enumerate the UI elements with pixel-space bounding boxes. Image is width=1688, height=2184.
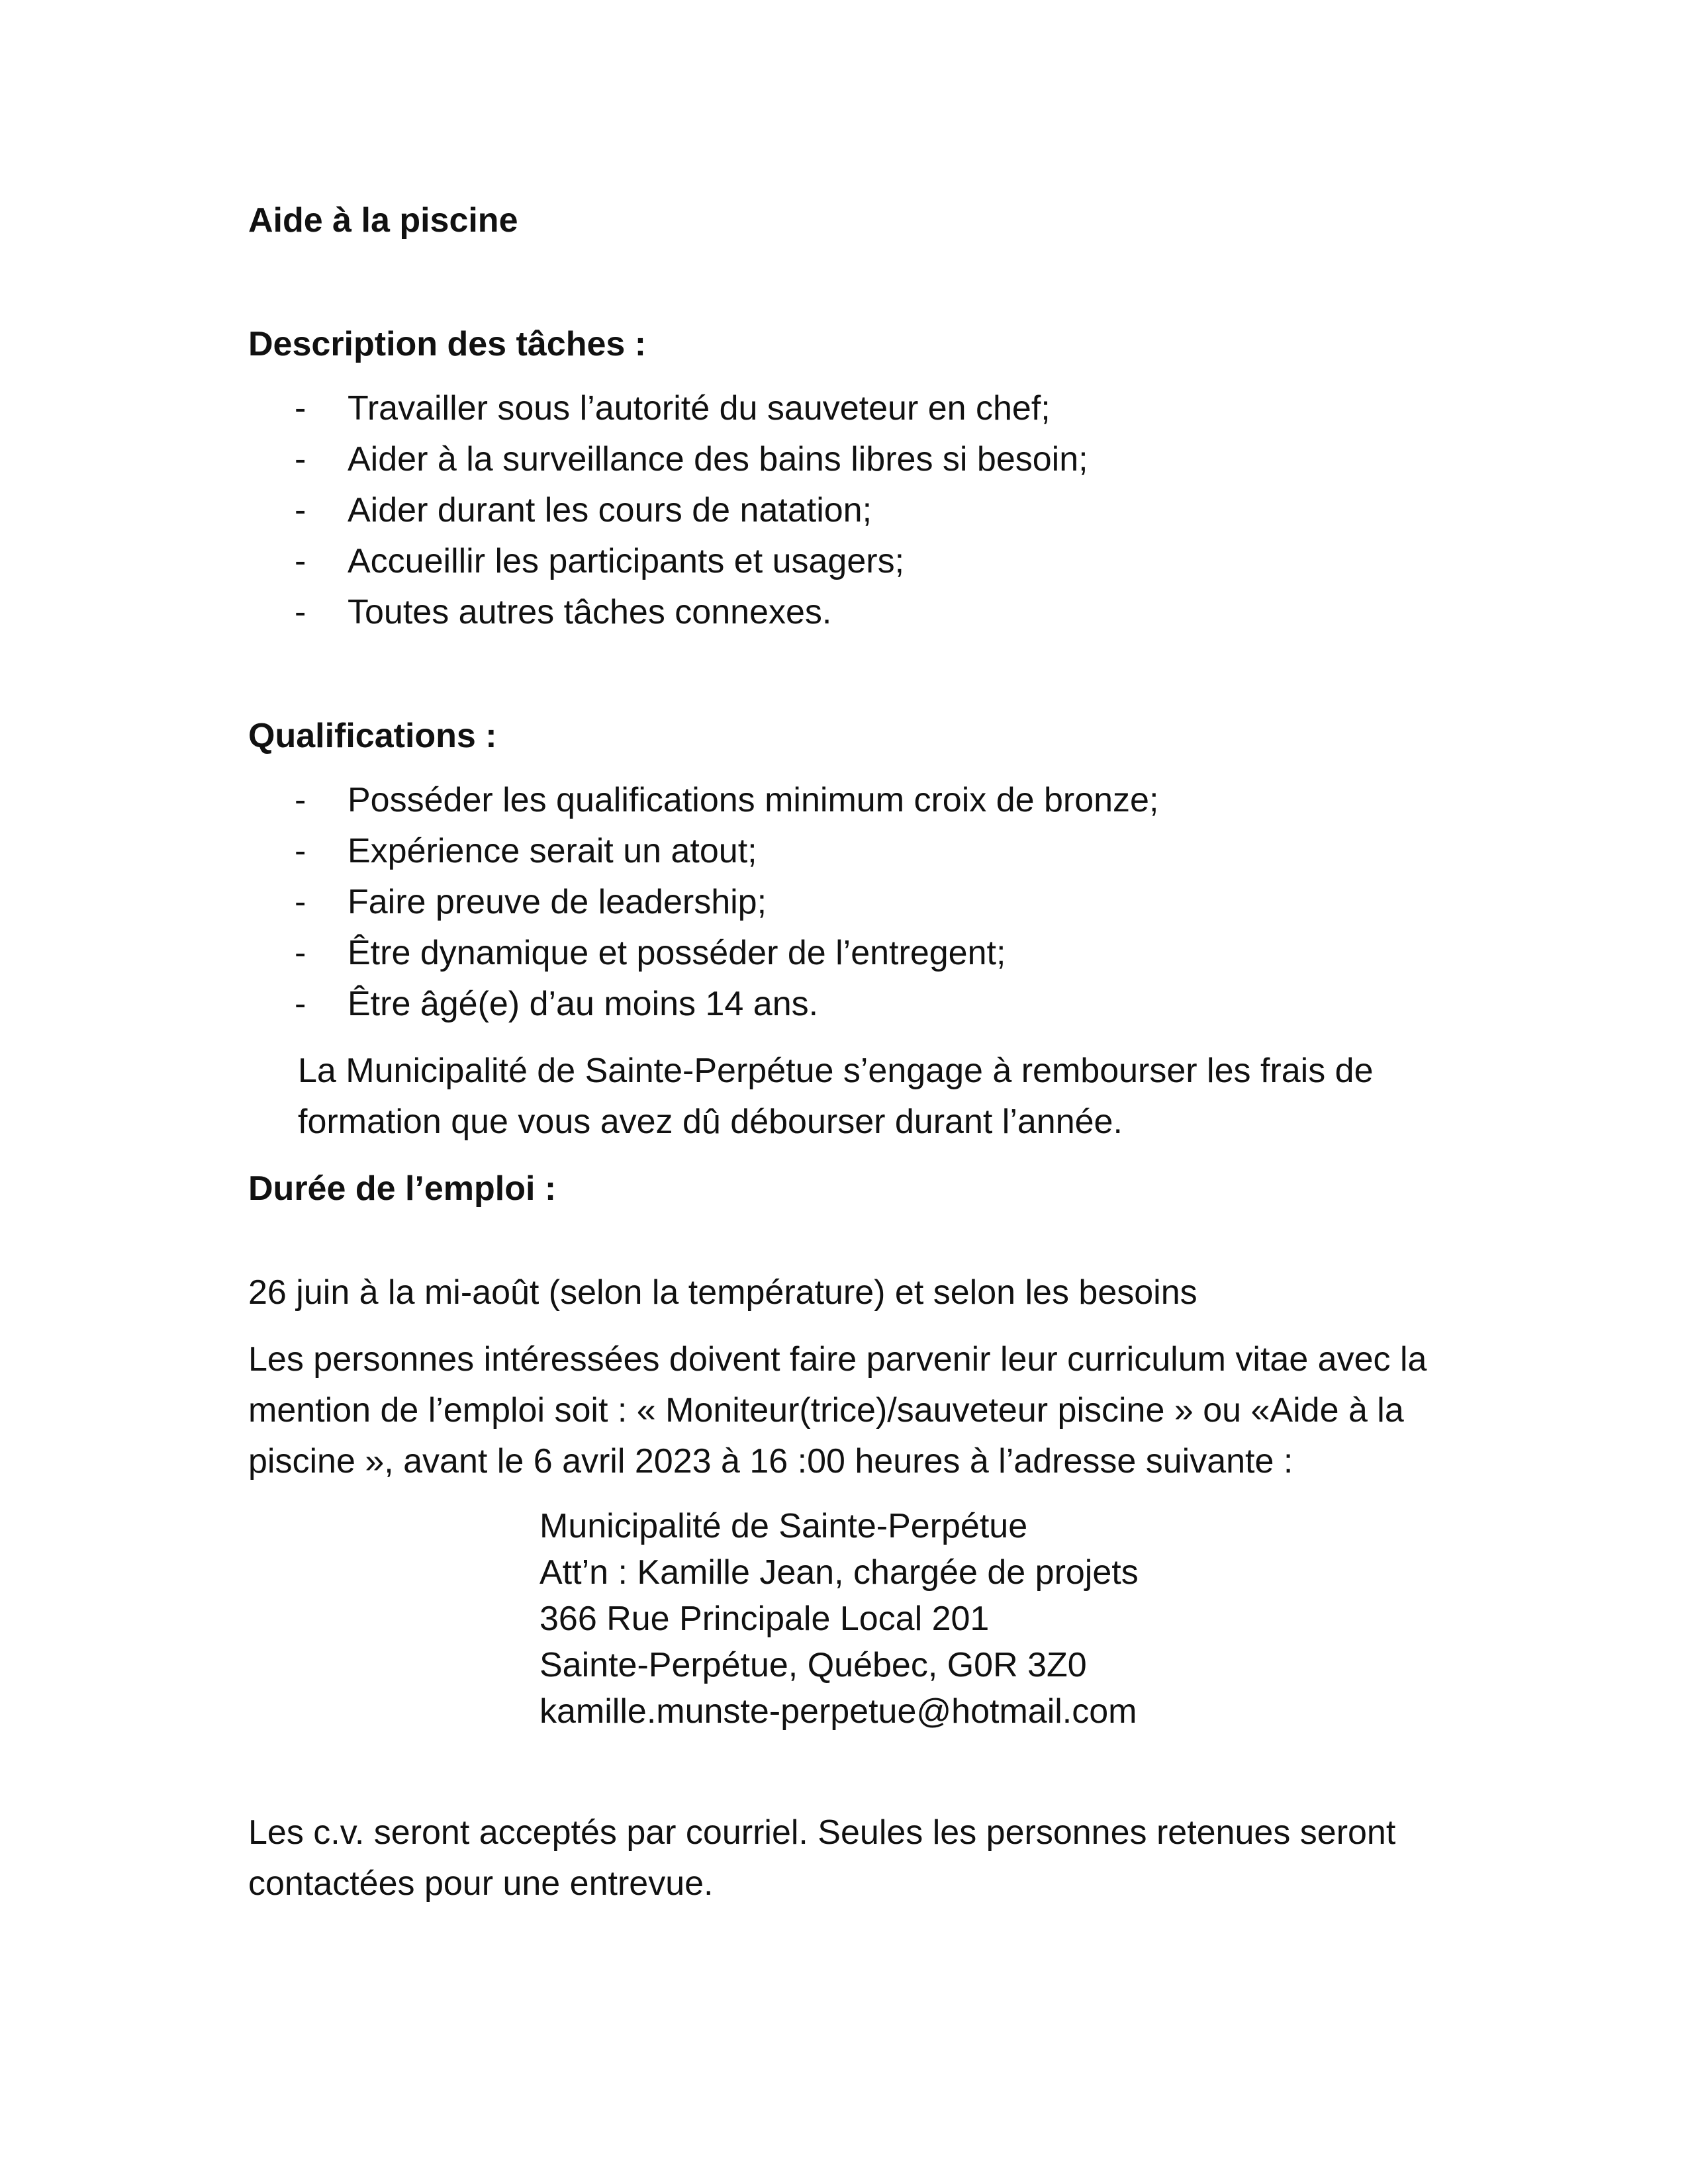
address-line: 366 Rue Principale Local 201 — [539, 1600, 990, 1638]
address-line: Att’n : Kamille Jean, chargée de projets — [539, 1553, 1139, 1592]
list-item: - Faire preuve de leadership; — [295, 883, 767, 921]
qualification-text: Être dynamique et posséder de l’entregent; — [348, 934, 1006, 972]
list-item: - Aider à la surveillance des bains libres si besoin; — [295, 440, 1088, 478]
reimbursement-note: La Municipalité de Sainte-Perpétue s’engage à rembourser les frais de formation que vous avez dû débourser durant l’année. — [298, 1052, 1374, 1141]
task-text: Aider à la surveillance des bains libres si besoin; — [348, 440, 1088, 478]
list-item: - Accueillir les participants et usagers; — [295, 542, 905, 580]
tasks-heading: Description des tâches : — [248, 325, 647, 363]
qualification-text: Être âgé(e) d’au moins 14 ans. — [348, 985, 819, 1023]
task-text: Aider durant les cours de natation; — [348, 491, 872, 529]
task-text: Accueillir les participants et usagers; — [348, 542, 905, 580]
address-line: Municipalité de Sainte-Perpétue — [539, 1507, 1028, 1545]
document-title: Aide à la piscine — [248, 201, 518, 240]
qualification-text: Expérience serait un atout; — [348, 832, 757, 870]
list-item: - Travailler sous l’autorité du sauveteur en chef; — [295, 389, 1051, 428]
task-text: Travailler sous l’autorité du sauveteur en chef; — [348, 389, 1051, 428]
duree-heading: Durée de l’emploi : — [248, 1169, 557, 1208]
list-item: - Être âgé(e) d’au moins 14 ans. — [295, 985, 819, 1023]
address-line: Sainte-Perpétue, Québec, G0R 3Z0 — [539, 1646, 1087, 1684]
closing-note: Les c.v. seront acceptés par courriel. Seules les personnes retenues seront contactées pour une entrevue. — [248, 1813, 1396, 1903]
qualification-text: Posséder les qualifications minimum croix de bronze; — [348, 781, 1159, 819]
list-item: - Posséder les qualifications minimum croix de bronze; — [295, 781, 1159, 819]
qualifications-heading: Qualifications : — [248, 717, 497, 755]
task-text: Toutes autres tâches connexes. — [348, 593, 832, 631]
list-item: - Expérience serait un atout; — [295, 832, 757, 870]
mailing-address — [248, 1503, 1440, 1735]
tasks-list — [248, 383, 1440, 638]
employment-period: 26 juin à la mi-août (selon la température) et selon les besoins — [248, 1273, 1197, 1312]
document-page — [248, 195, 1440, 1909]
list-item: - Être dynamique et posséder de l’entregent; — [295, 934, 1006, 972]
email-address: kamille.munste-perpetue@hotmail.com — [539, 1692, 1137, 1731]
qualifications-list — [248, 775, 1440, 1030]
application-instructions: Les personnes intéressées doivent faire parvenir leur curriculum vitae avec la mention de l’emploi soit : « Moniteur(trice)/sauveteur piscine » ou «Aide à la piscine », avant le 6 avril 2023 à 16 :00 heures à l’adresse suivante : — [248, 1340, 1427, 1480]
list-item: - Toutes autres tâches connexes. — [295, 593, 832, 631]
qualification-text: Faire preuve de leadership; — [348, 883, 767, 921]
list-item: - Aider durant les cours de natation; — [295, 491, 872, 529]
